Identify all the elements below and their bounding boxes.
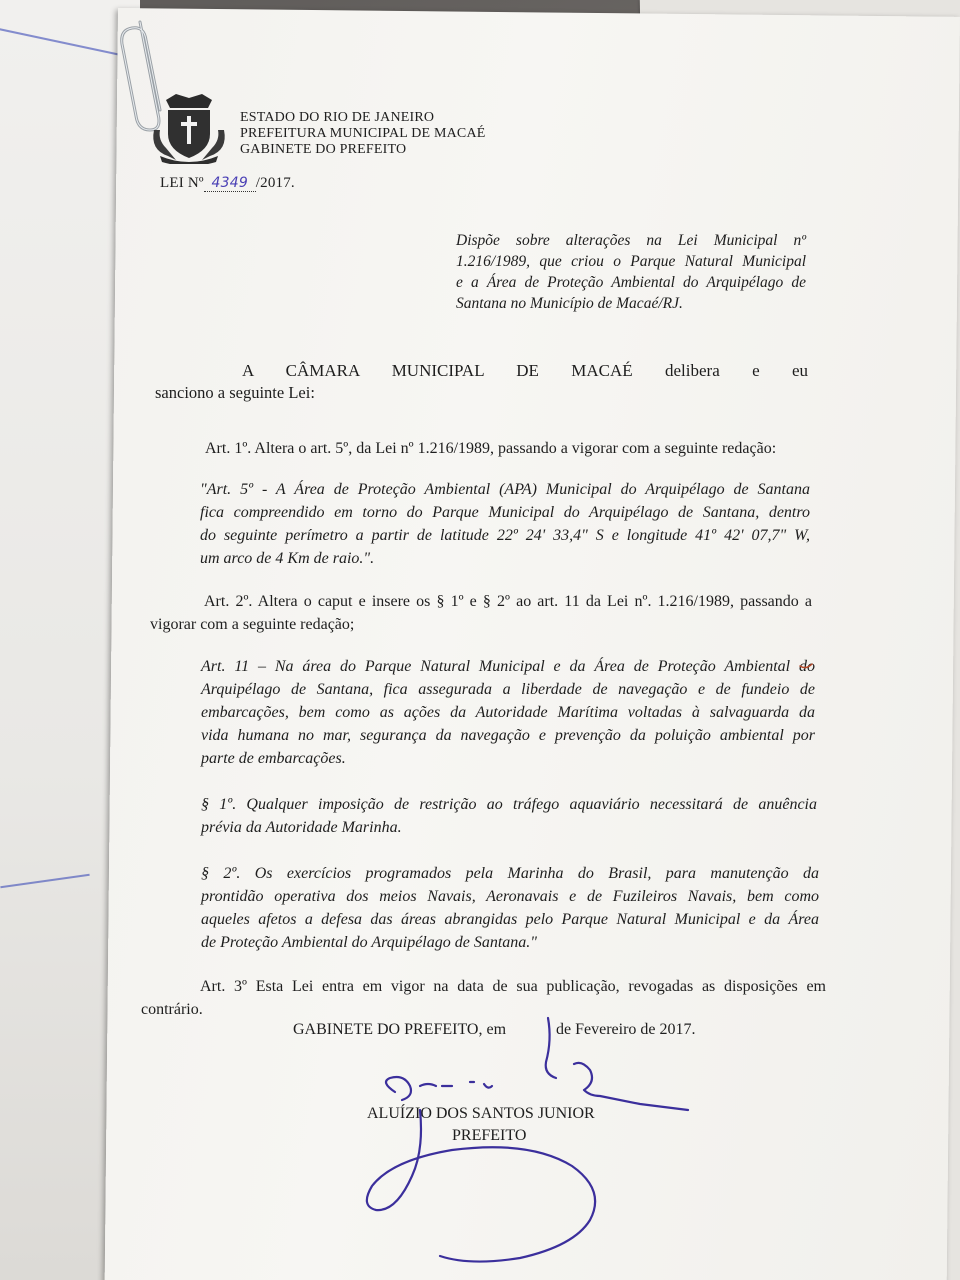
preamble-line: A CÂMARA MUNICIPAL DE MACAÉ delibera e eu xyxy=(242,361,808,380)
art11-line: Art. 11 – Na área do Parque Natural Municipal e da Área de Proteção Ambiental do xyxy=(201,658,815,675)
paragraph1-line: prévia da Autoridade Marinha. xyxy=(201,819,402,836)
paragraph2-line: prontidão operativa dos meios Navais, Aeronavais e de Fuzileiros Navais, bem como xyxy=(201,888,819,905)
paragraph2-line: § 2º. Os exercícios programados pela Marinha do Brasil, para manutenção da xyxy=(201,865,819,882)
art11-line: parte de embarcações. xyxy=(201,750,346,767)
art2-line: Art. 2º. Altera o caput e insere os § 1º e § 2º ao art. 11 da Lei nº. 1.216/1989, passando a xyxy=(204,593,812,610)
law-number-handwritten: 4349 xyxy=(204,175,256,192)
header-state: ESTADO DO RIO DE JANEIRO xyxy=(240,110,435,125)
art11-line: embarcações, bem como as ações da Autoridade Marítima voltadas à salvaguarda da xyxy=(201,704,815,721)
paragraph2-line: aqueles afetos a defesa das áreas abrangidas pelo Parque Natural Municipal e da Área xyxy=(201,911,819,928)
law-prefix: LEI Nº xyxy=(160,175,204,191)
header-prefecture: PREFEITURA MUNICIPAL DE MACAÉ xyxy=(240,126,486,141)
closing-place: GABINETE DO PREFEITO, em xyxy=(293,1021,507,1038)
art5-line: um arco de 4 Km de raio.". xyxy=(200,550,375,567)
art3-line: Art. 3º Esta Lei entra em vigor na data de sua publicação, revogadas as disposições em xyxy=(200,978,826,995)
paragraph2-line: de Proteção Ambiental do Arquipélago de Santana." xyxy=(201,934,538,951)
paragraph1-line: § 1º. Qualquer imposição de restrição ao tráfego aquaviário necessitará de anuência xyxy=(201,796,817,813)
ementa-line: Santana no Município de Macaé/RJ. xyxy=(456,295,683,312)
art5-line: fica compreendido em torno do Parque Municipal do Arquipélago de Santana, dentro xyxy=(200,504,810,521)
preamble-line: sanciono a seguinte Lei: xyxy=(155,383,315,402)
art2-line: vigorar com a seguinte redação; xyxy=(150,616,355,633)
closing-date: de Fevereiro de 2017. xyxy=(556,1021,696,1038)
signatory-name: ALUÍZIO DOS SANTOS JUNIOR xyxy=(367,1105,595,1122)
art1-text: Art. 1º. Altera o art. 5º, da Lei nº 1.216/1989, passando a vigorar com a seguinte redação: xyxy=(205,440,777,457)
law-year: /2017. xyxy=(255,175,295,191)
art11-line: vida humana no mar, segurança da navegação e prevenção da poluição ambiental por xyxy=(201,727,815,744)
art5-line: "Art. 5º - A Área de Proteção Ambiental (APA) Municipal do Arquipélago de Santana xyxy=(200,481,810,498)
art11-line: Arquipélago de Santana, fica assegurada a liberdade de navegação e de fundeio de xyxy=(201,681,815,698)
ementa-line: Dispõe sobre alterações na Lei Municipal nº xyxy=(456,232,806,249)
ementa-line: e a Área de Proteção Ambiental do Arquipélago de xyxy=(456,274,806,291)
ementa-line: 1.216/1989, que criou o Parque Natural Municipal xyxy=(456,253,806,270)
header-office: GABINETE DO PREFEITO xyxy=(240,142,407,157)
signatory-title: PREFEITO xyxy=(452,1127,527,1144)
art5-line: do seguinte perímetro a partir de latitude 22º 24' 33,4" S e longitude 41º 42' 07,7" W, xyxy=(200,527,810,544)
art3-line: contrário. xyxy=(141,1001,203,1018)
